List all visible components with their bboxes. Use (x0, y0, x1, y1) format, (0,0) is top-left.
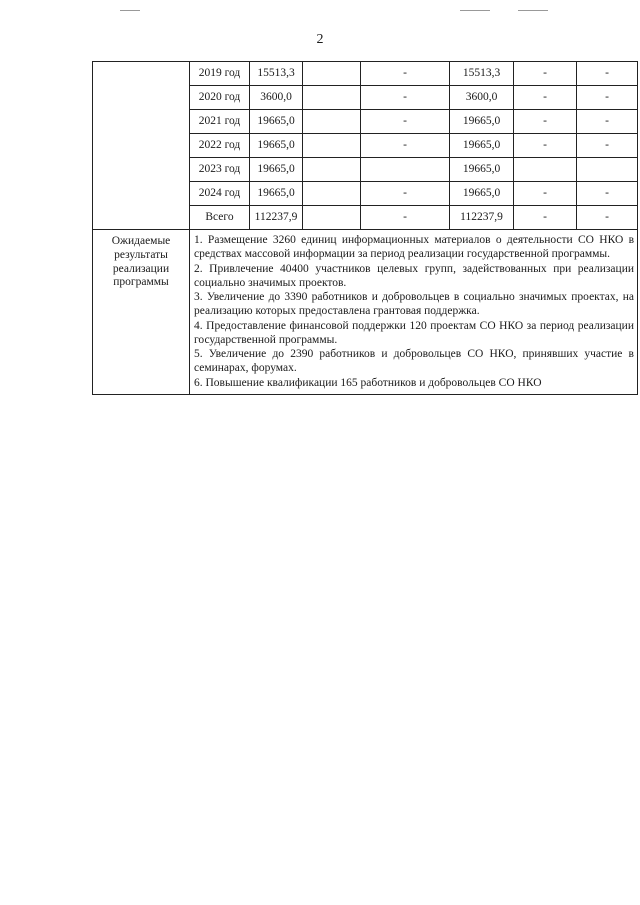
source-cell: - (361, 182, 450, 206)
result-item: 5. Увеличение до 2390 работников и добровольцев СО НКО, принявших участие в семинарах, форумах. (194, 348, 634, 375)
source-cell: 19665,0 (450, 158, 514, 182)
source-cell (303, 158, 361, 182)
source-cell: 19665,0 (450, 110, 514, 134)
source-cell: - (514, 62, 577, 86)
results-row (93, 230, 638, 395)
source-cell: - (514, 206, 577, 230)
source-cell (577, 158, 638, 182)
result-item: 6. Повышение квалификации 165 работников и добровольцев СО НКО (194, 376, 542, 389)
total-cell: 19665,0 (250, 134, 303, 158)
year-cell: 2021 год (190, 110, 250, 134)
page-number: 2 (316, 32, 324, 47)
source-cell (303, 206, 361, 230)
result-item: 1. Размещение 3260 единиц информационных материалов о деятельности СО НКО в средствах массовой информации за период реализации государственной программы. (194, 234, 634, 261)
source-cell: - (577, 110, 638, 134)
program-table (92, 61, 638, 395)
result-item: 3. Увеличение до 3390 работников и добровольцев в социально значимых проектах, на реализацию которых предоставлена грантовая поддержка. (194, 291, 634, 318)
source-cell: - (514, 86, 577, 110)
source-cell: - (577, 134, 638, 158)
total-cell: 3600,0 (250, 86, 303, 110)
source-cell: - (577, 206, 638, 230)
source-cell: 19665,0 (450, 182, 514, 206)
source-cell: - (361, 86, 450, 110)
source-cell: - (361, 206, 450, 230)
source-cell: 112237,9 (450, 206, 514, 230)
year-cell: 2024 год (190, 182, 250, 206)
source-cell (303, 134, 361, 158)
source-cell: - (577, 182, 638, 206)
source-cell: - (514, 110, 577, 134)
total-cell: 15513,3 (250, 62, 303, 86)
label-cell-empty (93, 62, 190, 230)
year-cell: Всего (190, 206, 250, 230)
source-cell (303, 62, 361, 86)
source-cell: - (577, 86, 638, 110)
source-cell (303, 110, 361, 134)
scan-artifact (460, 10, 490, 11)
year-cell: 2022 год (190, 134, 250, 158)
total-cell: 19665,0 (250, 182, 303, 206)
source-cell (514, 158, 577, 182)
results-text (190, 230, 638, 395)
source-cell (303, 182, 361, 206)
source-cell (361, 158, 450, 182)
source-cell: 15513,3 (450, 62, 514, 86)
year-cell: 2023 год (190, 158, 250, 182)
total-cell: 112237,9 (250, 206, 303, 230)
result-item: 2. Привлечение 40400 участников целевых групп, задействованных при реализации социально значимых проектов. (194, 262, 634, 289)
total-cell: 19665,0 (250, 158, 303, 182)
source-cell: - (577, 62, 638, 86)
scan-artifact (120, 10, 140, 11)
scan-artifact (518, 10, 548, 11)
source-cell: 19665,0 (450, 134, 514, 158)
source-cell: 3600,0 (450, 86, 514, 110)
year-cell: 2019 год (190, 62, 250, 86)
year-cell: 2020 год (190, 86, 250, 110)
source-cell: - (514, 134, 577, 158)
funding-row (93, 62, 638, 86)
source-cell: - (514, 182, 577, 206)
source-cell: - (361, 110, 450, 134)
result-item: 4. Предоставление финансовой поддержки 120 проектам СО НКО за период реализации государственной программы. (194, 319, 634, 346)
source-cell: - (361, 134, 450, 158)
total-cell: 19665,0 (250, 110, 303, 134)
results-label: Ожидаемые результаты реализации программы (93, 230, 190, 395)
source-cell (303, 86, 361, 110)
source-cell: - (361, 62, 450, 86)
